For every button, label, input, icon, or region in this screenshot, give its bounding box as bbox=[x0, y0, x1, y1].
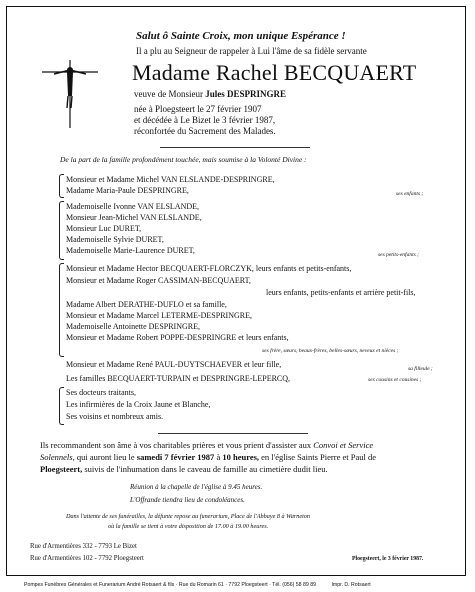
funeral-home-name: Pompes Funèbres Générales et Funerarium André Rotsaert & fils · Rue du Romarin 61 · 7792 Ploegsteert · Tél. (056) 58 89 89 bbox=[24, 582, 316, 588]
offrande-note: L'Offrande tiendra lieu de condoléances. bbox=[130, 496, 245, 504]
service-line-3: Ploegsteert, suivis de l'inhumation dans le caveau de famille au cimetière dudit lieu. bbox=[40, 464, 328, 474]
relation-label: sa filleule ; bbox=[408, 366, 433, 372]
deceased-name bbox=[132, 60, 416, 86]
family-line: Les familles BECQUAERT-TURPAIN et DESPRINGRE-LEPERCQ, bbox=[66, 374, 291, 383]
family-line: Monsieur et Madame Marcel LETERME-DESPRINGRE, bbox=[66, 311, 252, 320]
family-line: Monsieur et Madame René PAUL-DUYTSCHAEVER et leur fille, bbox=[66, 360, 282, 369]
visiting-hours-note: où la famille se tient à votre disposition de 17.00 à 19.00 heures. bbox=[108, 523, 269, 530]
family-line: leurs enfants, petits-enfants et arrière petit-fils, bbox=[266, 288, 416, 297]
divider bbox=[160, 147, 310, 148]
brace bbox=[59, 387, 64, 425]
widow-line bbox=[134, 88, 286, 100]
divider bbox=[158, 433, 308, 434]
family-line: Les infirmières de la Croix Jaune et Blanche, bbox=[66, 400, 211, 409]
sacrament-line: réconfortée du Sacrement des Malades. bbox=[134, 126, 276, 136]
place-date: Ploegsteert, le 3 février 1987. bbox=[352, 556, 424, 562]
family-intro: De la part de la famille profondément touchée, mais soumise à la Volonté Divine : bbox=[60, 155, 307, 164]
family-line: Mademoiselle Marie-Laurence DURET, bbox=[66, 246, 195, 255]
relation-label: ses frère, sœurs, beaux-frères, belles-sœurs, neveux et nièces ; bbox=[262, 348, 399, 354]
funerarium-note: Dans l'attente de ses funérailles, la défunte repose au funerarium, Place de l'Abbaye 8 à Warneton bbox=[66, 513, 310, 520]
address-line: Rue d'Armentières 332 - 7793 Le Bizet bbox=[30, 543, 137, 550]
family-line: Madame Albert DERATHE-DUFLO et sa famille, bbox=[66, 300, 227, 309]
death-line: et décédée à Le Bizet le 3 février 1987, bbox=[134, 115, 276, 125]
relation-label: ses enfants ; bbox=[396, 191, 424, 197]
address-line: Rue d'Armentières 102 - 7792 Ploegsteert bbox=[30, 555, 144, 562]
family-line: Madame Maria-Paule DESPRINGRE, bbox=[66, 186, 189, 195]
family-line: Ses voisins et nombreux amis. bbox=[66, 412, 164, 421]
crucifix-icon bbox=[40, 58, 100, 130]
family-line: Mademoiselle Antoinette DESPRINGRE, bbox=[66, 322, 200, 331]
relation-label: ses cousins et cousines ; bbox=[368, 377, 422, 383]
family-line: Monsieur et Madame Michel VAN ELSLANDE-DESPRINGRE, bbox=[66, 175, 275, 184]
family-line: Monsieur et Madame Hector BECQUAERT-FLORCZYK, leurs enfants et petits-enfants, bbox=[66, 264, 352, 273]
service-line-1: Ils recommandent son âme à vos charitables prières et vous prient d'assister aux Convoi et Service bbox=[40, 440, 374, 450]
family-line: Monsieur et Madame Roger CASSIMAN-BECQUAERT, bbox=[66, 276, 251, 285]
service-line-2: Solennels, qui auront lieu le samedi 7 février 1987 à 10 heures, en l'église Saints Pierre et Paul de bbox=[40, 452, 376, 462]
family-line: Ses docteurs traitants, bbox=[66, 388, 136, 397]
relation-label: ses petits-enfants ; bbox=[378, 252, 419, 258]
family-line: Monsieur Luc DURET, bbox=[66, 224, 142, 233]
intro-line: Il a plu au Seigneur de rappeler à Lui l'âme de sa fidèle servante bbox=[136, 46, 367, 56]
brace bbox=[59, 174, 64, 198]
printer-credit: Impr. D. Rotsaert bbox=[331, 582, 371, 588]
widow-prefix: veuve de Monsieur bbox=[134, 89, 203, 99]
funeral-home-footer bbox=[24, 582, 371, 588]
reunion-note: Réunion à la chapelle de l'église à 9.45 heures. bbox=[130, 483, 263, 491]
deceased-surname: BECQUAERT bbox=[283, 60, 417, 85]
salutation: Salut ô Sainte Croix, mon unique Espérance ! bbox=[136, 30, 346, 42]
family-line: Mademoiselle Sylvie DURET, bbox=[66, 235, 164, 244]
brace bbox=[59, 201, 64, 260]
family-line: Monsieur Jean-Michel VAN ELSLANDE, bbox=[66, 213, 202, 222]
family-line: Monsieur et Madame Robert POPPE-DESPRINGRE et leurs enfants, bbox=[66, 333, 289, 342]
widow-name: Jules DESPRINGRE bbox=[205, 89, 286, 99]
deceased-first-name: Madame Rachel bbox=[132, 60, 279, 85]
brace bbox=[59, 263, 64, 357]
family-line: Mademoiselle Ivonne VAN ELSLANDE, bbox=[66, 202, 200, 211]
birth-line: née à Ploegsteert le 27 février 1907 bbox=[134, 104, 262, 114]
